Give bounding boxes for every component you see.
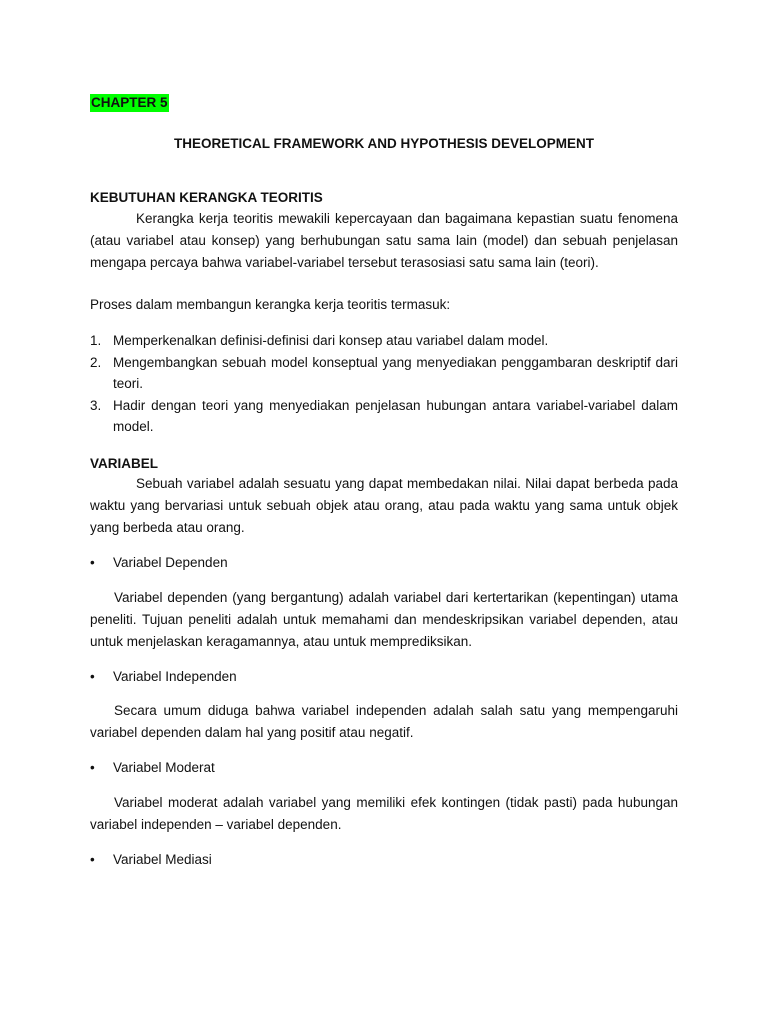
list-item-text: Hadir dengan teori yang menyediakan penjelasan hubungan antara variabel-variabel dalam model. bbox=[113, 397, 678, 434]
process-intro: Proses dalam membangun kerangka kerja teoritis termasuk: bbox=[90, 297, 451, 312]
list-item bbox=[90, 395, 678, 438]
paragraph-variabel-moderat: Variabel moderat adalah variabel yang memiliki efek kontingen (tidak pasti) pada hubungan variabel independen – variabel dependen. bbox=[90, 795, 678, 832]
bullet-icon: • bbox=[90, 555, 95, 570]
bullet-icon: • bbox=[90, 669, 95, 684]
chapter-label: CHAPTER 5 bbox=[91, 95, 168, 110]
bullet-label: Variabel Mediasi bbox=[113, 852, 212, 867]
bullet-label: Variabel Moderat bbox=[113, 760, 215, 775]
document-title: THEORETICAL FRAMEWORK AND HYPOTHESIS DEVELOPMENT bbox=[173, 136, 595, 151]
list-item-number: 3. bbox=[90, 397, 102, 413]
list-item bbox=[90, 352, 678, 395]
list-item-number: 1. bbox=[90, 333, 102, 348]
paragraph-variabel: Sebuah variabel adalah sesuatu yang dapat membedakan nilai. Nilai dapat berbeda pada waktu yang bervariasi untuk sebuah objek atau orang, atau pada waktu yang sama untuk objek yang berbeda atau orang. bbox=[90, 476, 678, 535]
list-item bbox=[90, 330, 678, 352]
bullet-icon: • bbox=[90, 852, 95, 867]
bullet-icon: • bbox=[90, 760, 95, 775]
list-item-number: 2. bbox=[90, 354, 102, 370]
section-heading-kerangka: KEBUTUHAN KERANGKA TEORITIS bbox=[90, 190, 323, 205]
list-item-text: Memperkenalkan definisi-definisi dari konsep atau variabel dalam model. bbox=[113, 333, 549, 348]
section-heading-variabel: VARIABEL bbox=[90, 456, 159, 471]
paragraph-variabel-independen: Secara umum diduga bahwa variabel independen adalah salah satu yang mempengaruhi variabel dependen dalam hal yang positif atau negatif. bbox=[90, 703, 678, 740]
bullet-label: Variabel Dependen bbox=[113, 555, 228, 570]
bullet-label: Variabel Independen bbox=[113, 669, 237, 684]
paragraph-variabel-dependen: Variabel dependen (yang bergantung) adalah variabel dari kertertarikan (kepentingan) utama peneliti. Tujuan peneliti adalah untuk memahami dan mendeskripsikan variabel dependen, atau untuk menjelaskan keragamannya, atau untuk memprediksikan. bbox=[90, 590, 678, 649]
paragraph-kerangka: Kerangka kerja teoritis mewakili kepercayaan dan bagaimana kepastian suatu fenomena (atau variabel atau konsep) yang berhubungan satu sama lain (model) dan sebuah penjelasan mengapa percaya bahwa variabel-variabel tersebut terasosiasi satu sama lain (teori). bbox=[90, 211, 678, 270]
process-steps-list bbox=[90, 330, 678, 438]
list-item-text: Mengembangkan sebuah model konseptual yang menyediakan penggambaran deskriptif dari teori. bbox=[113, 354, 678, 391]
